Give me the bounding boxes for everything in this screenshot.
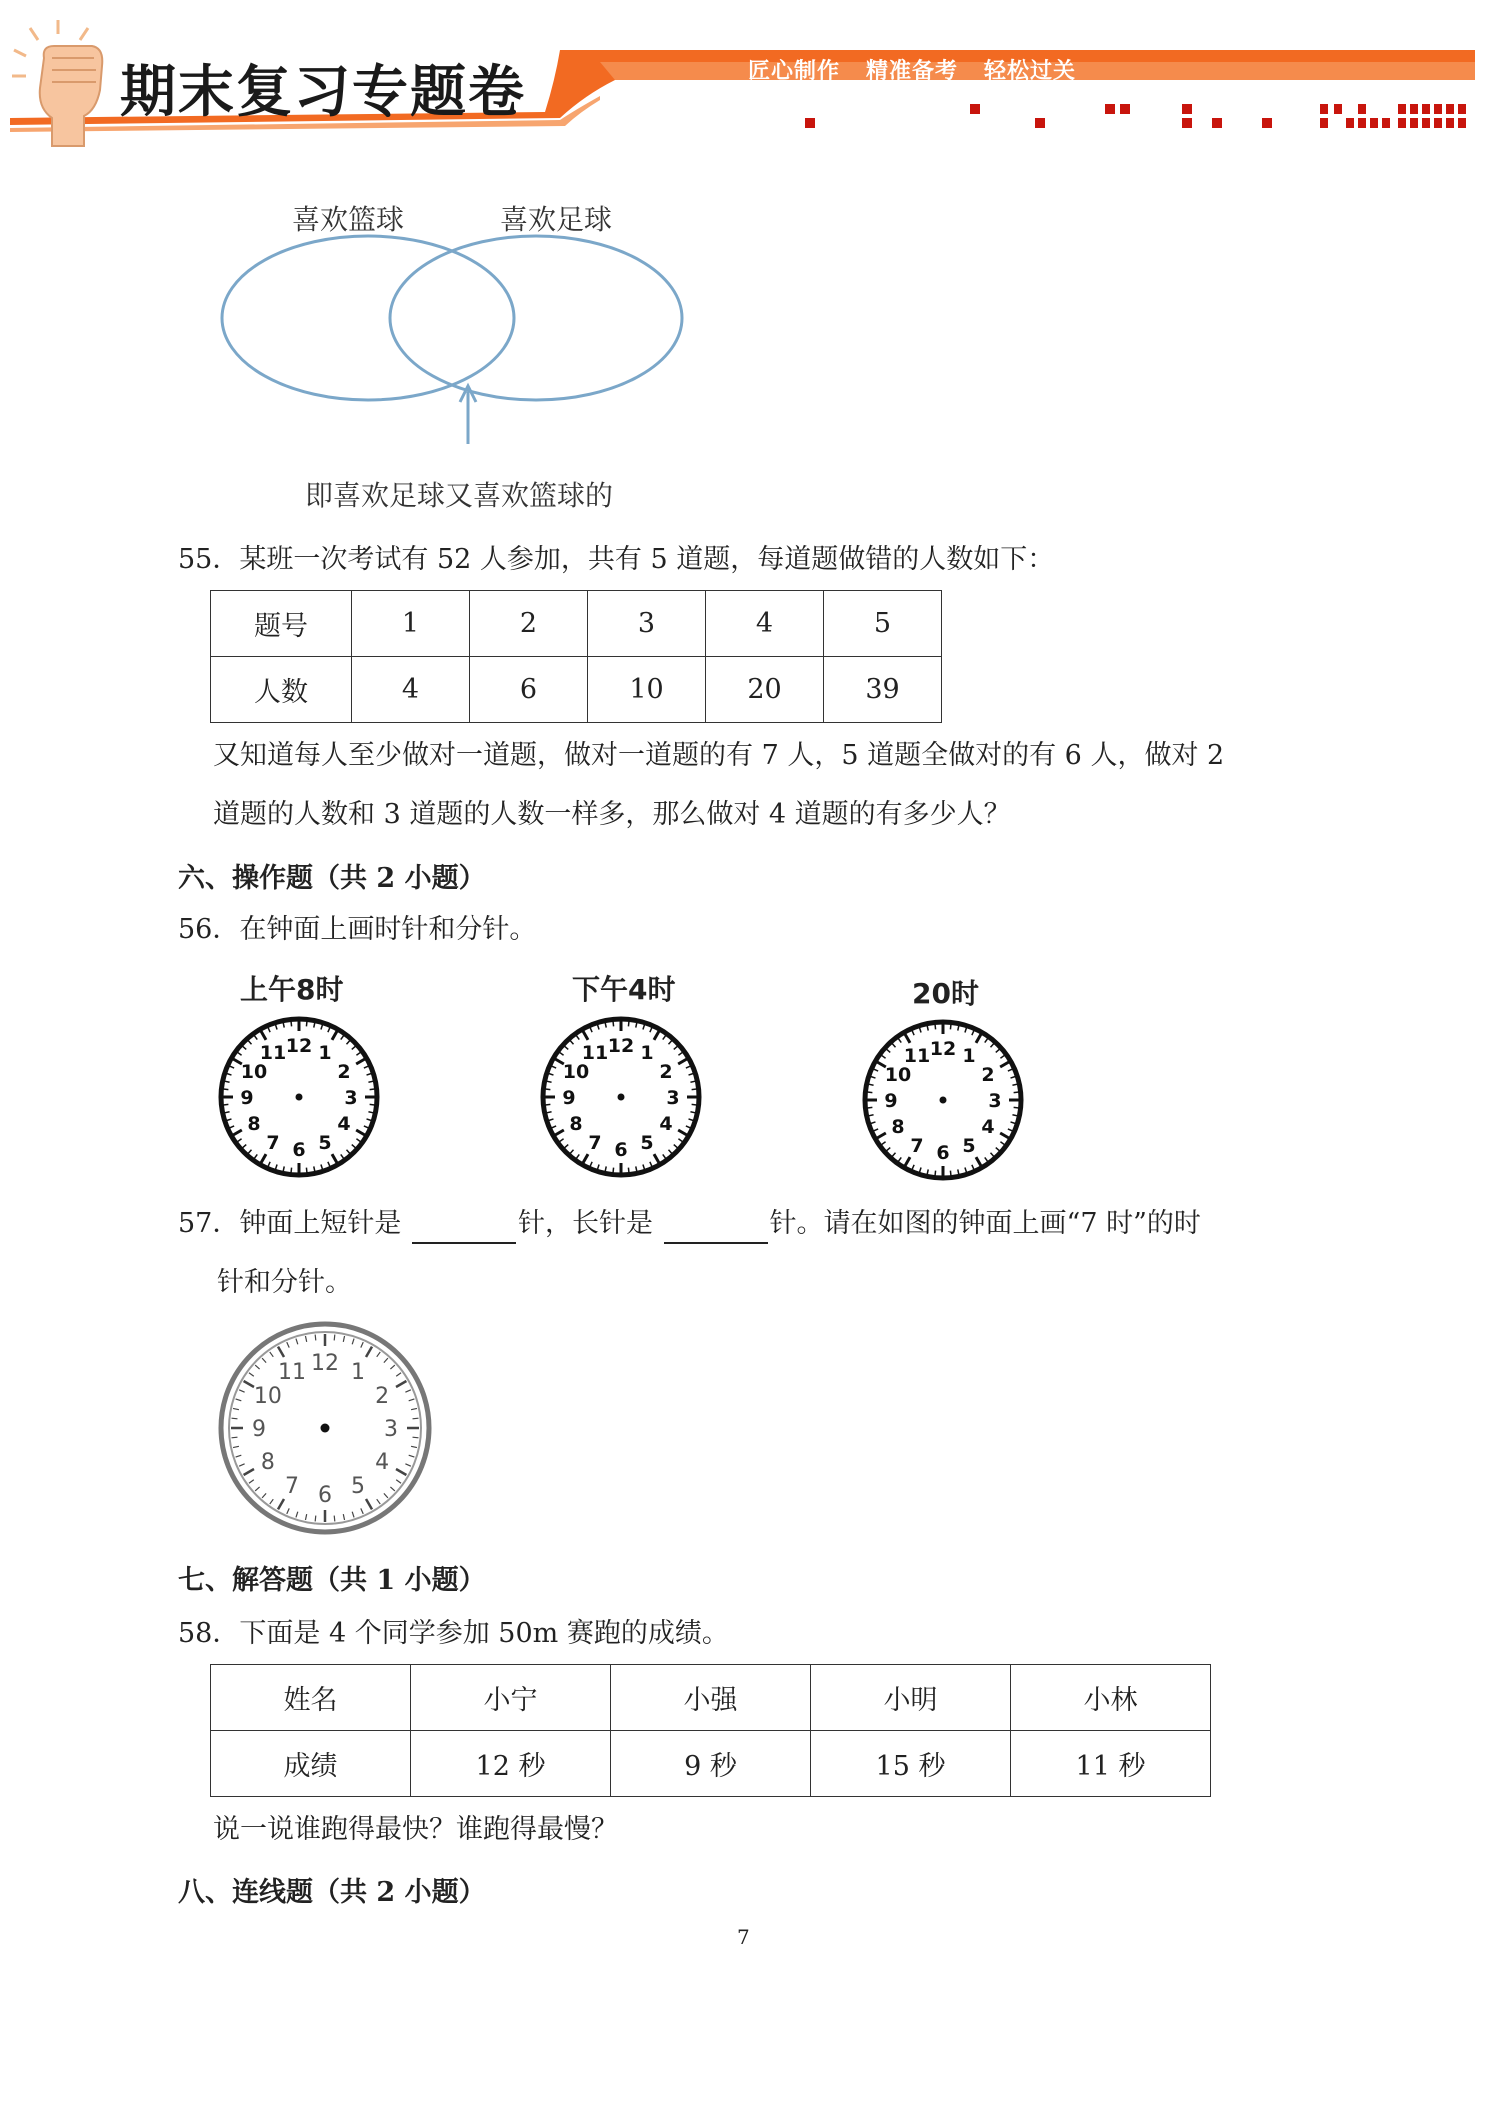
- clock-tick: [690, 1081, 695, 1082]
- clock-numeral: 3: [384, 1417, 398, 1442]
- clock-tick: [1012, 1115, 1017, 1116]
- clock-tick: [628, 1168, 629, 1173]
- clock-tick: [315, 1516, 316, 1522]
- q57-part1: 钟面上短针是: [239, 1208, 402, 1239]
- q58-data-cell: 11 秒: [1011, 1731, 1211, 1797]
- clock-tick: [1012, 1084, 1017, 1085]
- clock-tick: [636, 1166, 637, 1171]
- q57-line2: 针和分针。: [217, 1267, 352, 1298]
- q57-part2: 针，长针是: [517, 1208, 653, 1239]
- clock-numeral: 7: [910, 1135, 924, 1158]
- clock-numeral: 4: [337, 1113, 351, 1135]
- clock-numeral: 12: [929, 1038, 957, 1060]
- q55-stem-line: [178, 540, 1054, 580]
- clock-numeral: 8: [247, 1113, 261, 1135]
- clock-numeral: 6: [292, 1139, 306, 1161]
- q58-number: 58．: [178, 1618, 240, 1649]
- fist-icon: [8, 18, 118, 148]
- clock-tick: [223, 1104, 228, 1105]
- clock-tick: [370, 1104, 375, 1105]
- q57-part3: 针。请在如图的钟面上画“7 时”的时: [769, 1208, 1201, 1239]
- clock-tick: [368, 1081, 373, 1082]
- clock-tick: [605, 1023, 606, 1028]
- clock-numeral: 10: [253, 1384, 282, 1409]
- clock-tick: [306, 1168, 307, 1173]
- clock-center-dot: [321, 1424, 330, 1433]
- clock-tick: [225, 1112, 230, 1113]
- clock-tick: [950, 1024, 951, 1029]
- q58-header-cell: 小明: [811, 1665, 1011, 1731]
- section-6-title: 六、操作题（共 2 小题）: [178, 863, 486, 894]
- q55-line1: 又知道每人至少做对一道题，做对一道题的有 7 人，5 道题全做对的有 6 人，做对 2: [213, 740, 1225, 771]
- clock-tick: [1014, 1092, 1019, 1093]
- clock-tick: [315, 1335, 316, 1341]
- clock-numeral: 10: [884, 1064, 912, 1086]
- header-title: 期末复习专题卷: [120, 60, 526, 125]
- q55-data-cell: 20: [706, 657, 824, 723]
- q55-data-cell: 4: [352, 657, 470, 723]
- q55-header-cell: 1: [352, 591, 470, 657]
- clock-tick: [283, 1166, 284, 1171]
- clock-tick: [935, 1171, 936, 1176]
- clock-tick: [314, 1166, 315, 1171]
- q55-line2: 道题的人数和 3 道题的人数一样多，那么做对 4 道题的有多少人？: [213, 799, 1011, 830]
- clock-numeral: 7: [588, 1132, 602, 1155]
- clock-numeral: 9: [252, 1417, 266, 1442]
- q58-data-cell: 9 秒: [611, 1731, 811, 1797]
- clock-face-2[interactable]: [536, 1012, 706, 1182]
- clock-numeral: 9: [884, 1090, 898, 1112]
- clock-numeral: 4: [981, 1116, 995, 1138]
- clock-tick: [545, 1104, 550, 1105]
- clock-numeral: 3: [988, 1090, 1002, 1112]
- q57-number: 57．: [178, 1208, 240, 1239]
- clock-numeral: 5: [318, 1132, 332, 1155]
- clock-1-label: 上午8时: [240, 973, 344, 1006]
- clock-2-label: 下午4时: [572, 973, 676, 1006]
- clock-numeral: 3: [666, 1087, 680, 1109]
- clock-center-dot: [940, 1097, 947, 1104]
- clock-tick: [927, 1026, 928, 1031]
- section-7-title: 七、解答题（共 1 小题）: [178, 1565, 486, 1596]
- section-8-title: 八、连线题（共 2 小题）: [178, 1877, 486, 1908]
- clock-tick: [935, 1024, 936, 1029]
- q56-stem-line: [178, 910, 536, 950]
- q55-data-row: [211, 657, 942, 723]
- q55-header-cell: 3: [588, 591, 706, 657]
- q55-header-cell: 5: [824, 591, 942, 657]
- q56-stem: 在钟面上画时针和分针。: [239, 914, 537, 945]
- page-header: [0, 0, 1488, 150]
- q55-header-row: [211, 591, 942, 657]
- q58-data-cell: 12 秒: [411, 1731, 611, 1797]
- clock-numeral: 8: [260, 1450, 275, 1475]
- clock-tick: [413, 1418, 419, 1419]
- clock-numeral: 11: [278, 1359, 306, 1385]
- clock-numeral: 9: [240, 1087, 254, 1109]
- clock-numeral: 10: [240, 1061, 268, 1083]
- clock-numeral: 1: [318, 1041, 332, 1064]
- clock-numeral: 12: [607, 1035, 635, 1057]
- q57-clock-face[interactable]: [215, 1318, 435, 1538]
- q58-stem-line: [178, 1614, 729, 1654]
- clock-numeral: 1: [640, 1041, 654, 1064]
- clock-tick: [950, 1171, 951, 1176]
- clock-tick: [368, 1112, 373, 1113]
- clock-numeral: 2: [337, 1061, 351, 1083]
- clock-tick: [232, 1437, 238, 1438]
- clock-numeral: 12: [285, 1035, 313, 1057]
- clock-tick: [927, 1169, 928, 1174]
- venn-right-label: 喜欢足球: [500, 203, 613, 236]
- clock-tick: [867, 1107, 872, 1108]
- q58-stem: 下面是 4 个同学参加 50m 赛跑的成绩。: [239, 1618, 729, 1649]
- clock-tick: [334, 1516, 335, 1522]
- q55-number: 55．: [178, 544, 240, 575]
- clock-numeral: 6: [936, 1142, 950, 1164]
- q55-data-cell: 39: [824, 657, 942, 723]
- q58-header-cell: 小强: [611, 1665, 811, 1731]
- clock-numeral: 9: [562, 1087, 576, 1109]
- venn-right-ellipse: [390, 236, 682, 400]
- venn-left-label: 喜欢篮球: [292, 203, 405, 236]
- q58-row-label: 成绩: [211, 1731, 411, 1797]
- clock-numeral: 5: [962, 1135, 976, 1158]
- clock-numeral: 8: [891, 1116, 905, 1138]
- clock-numeral: 11: [259, 1041, 287, 1064]
- venn-diagram: [200, 230, 760, 480]
- q55-header-cell: 2: [470, 591, 588, 657]
- clock-tick: [413, 1437, 419, 1438]
- clock-tick: [628, 1021, 629, 1026]
- clock-tick: [291, 1168, 292, 1173]
- q55-row-label: 人数: [211, 657, 352, 723]
- clock-numeral: 2: [375, 1384, 390, 1409]
- clock-numeral: 11: [581, 1041, 609, 1064]
- clock-tick: [232, 1418, 238, 1419]
- clock-numeral: 10: [562, 1061, 590, 1083]
- clock-numeral: 7: [285, 1474, 299, 1500]
- q56-number: 56．: [178, 914, 240, 945]
- clock-tick: [613, 1021, 614, 1026]
- page-number: 7: [737, 1925, 750, 1949]
- clock-face-3[interactable]: [858, 1015, 1028, 1185]
- venn-bottom-label: 即喜欢足球又喜欢篮球的: [305, 479, 614, 512]
- clock-tick: [547, 1081, 552, 1082]
- clock-tick: [223, 1089, 228, 1090]
- clock-tick: [314, 1023, 315, 1028]
- clock-numeral: 11: [903, 1044, 931, 1067]
- clock-numeral: 2: [981, 1064, 995, 1086]
- q57-blank-2[interactable]: [664, 1214, 768, 1244]
- clock-tick: [690, 1112, 695, 1113]
- clock-tick: [225, 1081, 230, 1082]
- clock-tick: [613, 1168, 614, 1173]
- clock-tick: [867, 1092, 872, 1093]
- clock-numeral: 7: [266, 1132, 280, 1155]
- clock-tick: [605, 1166, 606, 1171]
- q58-header-cell: 小宁: [411, 1665, 611, 1731]
- header-slogan: 匠心制作 精准备考 轻松过关: [748, 59, 1076, 84]
- venn-left-ellipse: [222, 236, 514, 400]
- q57-line1: [178, 1204, 1201, 1244]
- q58-header-label: 姓名: [211, 1665, 411, 1731]
- clock-center-dot: [296, 1094, 303, 1101]
- clock-numeral: 12: [311, 1351, 339, 1376]
- clock-tick: [692, 1089, 697, 1090]
- clock-tick: [545, 1089, 550, 1090]
- clock-numeral: 1: [962, 1044, 976, 1067]
- q55-table: [210, 590, 942, 723]
- clock-numeral: 5: [640, 1132, 654, 1155]
- clock-numeral: 5: [351, 1474, 365, 1500]
- clock-tick: [334, 1335, 335, 1341]
- q58-header-cell: 小林: [1011, 1665, 1211, 1731]
- clock-tick: [692, 1104, 697, 1105]
- clock-tick: [291, 1021, 292, 1026]
- clock-3-label: 20时: [912, 977, 979, 1010]
- q55-data-cell: 6: [470, 657, 588, 723]
- q55-stem: 某班一次考试有 52 人参加，共有 5 道题，每道题做错的人数如下：: [239, 544, 1055, 575]
- clock-numeral: 6: [318, 1483, 332, 1508]
- clock-numeral: 4: [659, 1113, 673, 1135]
- clock-tick: [1014, 1107, 1019, 1108]
- clock-tick: [283, 1023, 284, 1028]
- clock-numeral: 3: [344, 1087, 358, 1109]
- clock-numeral: 2: [659, 1061, 673, 1083]
- clock-numeral: 1: [351, 1359, 365, 1385]
- q58-header-row: [211, 1665, 1211, 1731]
- clock-tick: [636, 1023, 637, 1028]
- clock-face-1[interactable]: [214, 1012, 384, 1182]
- clock-numeral: 6: [614, 1139, 628, 1161]
- clock-center-dot: [618, 1094, 625, 1101]
- clock-tick: [306, 1021, 307, 1026]
- q55-data-cell: 10: [588, 657, 706, 723]
- clock-tick: [547, 1112, 552, 1113]
- q58-data-cell: 15 秒: [811, 1731, 1011, 1797]
- clock-numeral: 4: [375, 1450, 390, 1475]
- q57-blank-1[interactable]: [412, 1214, 516, 1244]
- q55-header-label: 题号: [211, 591, 352, 657]
- clock-tick: [869, 1115, 874, 1116]
- q55-header-cell: 4: [706, 591, 824, 657]
- clock-tick: [869, 1084, 874, 1085]
- clock-tick: [958, 1026, 959, 1031]
- clock-numeral: 8: [569, 1113, 583, 1135]
- q58-data-row: [211, 1731, 1211, 1797]
- q58-question: 说一说谁跑得最快？谁跑得最慢？: [213, 1814, 618, 1845]
- clock-tick: [958, 1169, 959, 1174]
- q58-table: [210, 1664, 1211, 1797]
- clock-tick: [370, 1089, 375, 1090]
